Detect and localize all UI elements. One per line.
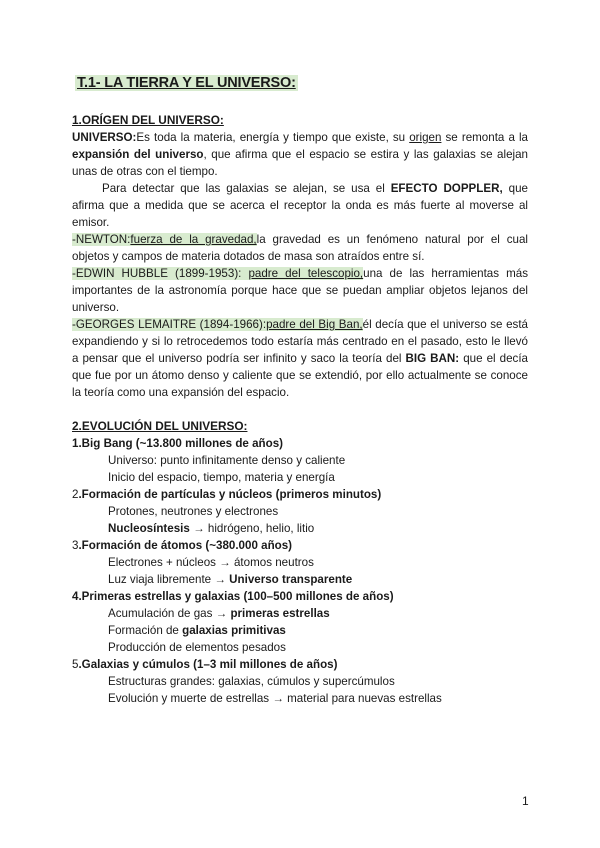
stage-5-item-1: Estructuras grandes: galaxias, cúmulos y supercúmulos	[108, 675, 395, 688]
section-heading-origin: 1.ORÍGEN DEL UNIVERSO:	[72, 113, 224, 127]
stage-5-item-2: Evolución y muerte de estrellas → material para nuevas estrellas	[108, 692, 442, 705]
page-number: 1	[522, 794, 529, 808]
stage-3-title: 3.Formación de átomos (~380.000 años)	[72, 539, 293, 552]
stage-4-title: 4.Primeras estrellas y galaxias (100–500 millones de años)	[72, 590, 394, 603]
stage-2-title: 2.Formación de partículas y núcleos (primeros minutos)	[72, 488, 382, 501]
stage-4-item-3: Producción de elementos pesados	[108, 641, 286, 654]
section-heading-evolution: 2.EVOLUCIÓN DEL UNIVERSO:	[72, 419, 248, 433]
paragraph-newton: -NEWTON:fuerza de la gravedad,la gravedad es un fenómeno natural por el cual objetos y campos de materia dotados de masa son atraídos entre sí.	[72, 233, 528, 263]
page-title: T.1- LA TIERRA Y EL UNIVERSO:	[77, 75, 296, 91]
paragraph-hubble: -EDWIN HUBBLE (1899-1953): padre del telescopio,una de las herramientas más importantes de la astronomía porque hace que se puedan ampliar objetos lejanos del universo.	[72, 267, 528, 314]
paragraph-doppler: Para detectar que las galaxias se alejan, se usa el EFECTO DOPPLER, que afirma que a medida que se acerca el receptor la onda es más fuerte al moverse al emisor.	[72, 182, 528, 229]
stage-4-item-2: Formación de galaxias primitivas	[108, 624, 286, 637]
hubble-label: -EDWIN HUBBLE (1899-1953): padre del telescopio,	[72, 267, 364, 280]
paragraph-lemaitre: -GEORGES LEMAITRE (1894-1966):padre del Big Ban,él decía que el universo se está expandiendo y si lo retrocedemos todo estaría más centrado en el pasado, esto le llevó a pensar que el universo podría ser infinito y saco la teoría del BIG BAN: que el decía que fue por un átomo denso y caliente que se extendió, por ello actualmente se conoce la teoría como una expansión del espacio.	[72, 318, 529, 399]
stage-2-item-2: Nucleosíntesis → hidrógeno, helio, litio	[108, 522, 315, 535]
stage-5-title: 5.Galaxias y cúmulos (1–3 mil millones de años)	[72, 658, 338, 671]
stage-3-item-1: Electrones + núcleos → átomos neutros	[108, 556, 314, 569]
stage-1-item-2: Inicio del espacio, tiempo, materia y energía	[108, 471, 335, 484]
document-body	[72, 112, 528, 707]
lemaitre-label: -GEORGES LEMAITRE (1894-1966):padre del Big Ban,	[72, 318, 363, 331]
stage-2-item-1: Protones, neutrones y electrones	[108, 505, 279, 518]
stage-4-item-1: Acumulación de gas → primeras estrellas	[108, 607, 330, 620]
newton-label: -NEWTON:fuerza de la gravedad,	[72, 233, 257, 246]
stage-1-title: 1.Big Bang (~13.800 millones de años)	[72, 437, 284, 450]
paragraph-universe: UNIVERSO:Es toda la materia, energía y tiempo que existe, su origen se remonta a la expansión del universo, que afirma que el espacio se estira y las galaxias se alejan unas de otras con el tiempo.	[72, 131, 528, 178]
stage-3-item-2: Luz viaja libremente → Universo transparente	[108, 573, 353, 586]
stage-1-item-1: Universo: punto infinitamente denso y caliente	[108, 454, 346, 467]
